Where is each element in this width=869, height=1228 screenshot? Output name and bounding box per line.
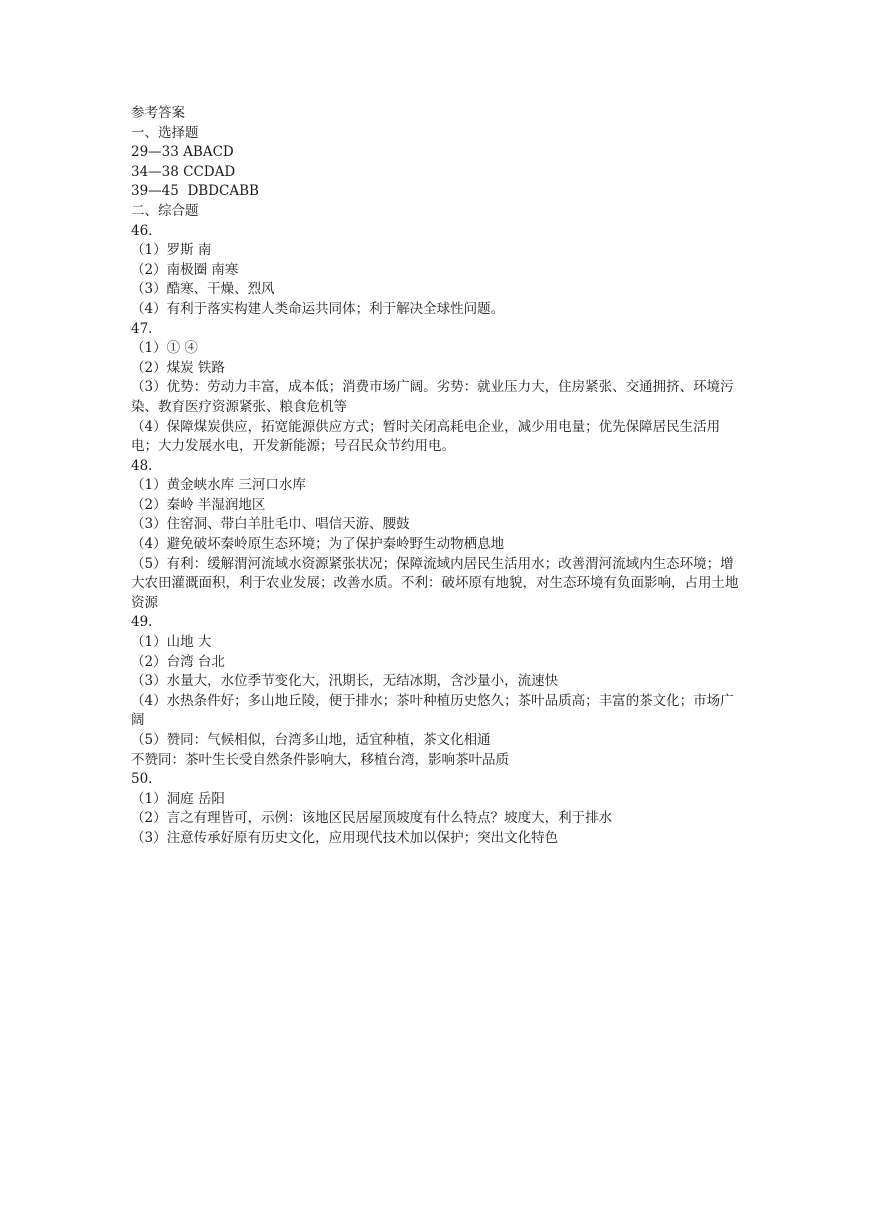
answer-line: （1）山地 大 — [131, 634, 212, 651]
answer-line: 不赞同：茶叶生长受自然条件影响大，移植台湾，影响茶叶品质 — [131, 751, 509, 768]
section-heading-comprehensive: 二、综合题 — [131, 202, 199, 219]
choice-answer-line: 29—33 ABACD — [131, 144, 234, 161]
question-number-50: 50. — [131, 771, 153, 788]
answer-paragraph: （3）优势：劳动力丰富，成本低；消费市场广阔。劣势：就业压力大，住房紧张、交通拥挤、环境污染、教育医疗资源紧张、粮食危机等 — [131, 379, 734, 415]
answer-line: （3）水量大，水位季节变化大，汛期长，无结冰期，含沙量小，流速快 — [131, 673, 559, 690]
question-number-49: 49. — [131, 614, 153, 631]
answer-line: （1）① ④ — [131, 340, 198, 357]
answer-line: （2）煤炭 铁路 — [131, 359, 225, 376]
answer-line: （2）言之有理皆可，示例：该地区民居屋顶坡度有什么特点？坡度大，利于排水 — [131, 810, 613, 827]
section-heading-choice: 一、选择题 — [131, 124, 199, 141]
answer-key-document — [131, 104, 741, 849]
answer-line: （2）台湾 台北 — [131, 653, 225, 670]
choice-answer-line: 39—45 DBDCABB — [131, 183, 259, 200]
answer-line: （3）酷寒、干燥、烈风 — [131, 281, 275, 298]
answer-line: （1）罗斯 南 — [131, 242, 212, 259]
question-number-47: 47. — [131, 320, 153, 337]
answer-paragraph: （4）保障煤炭供应，拓宽能源供应方式；暂时关闭高耗电企业，减少用电量；优先保障居民生活用电；大力发展水电，开发新能源；号召民众节约用电。 — [131, 418, 721, 455]
answer-line: （1）洞庭 岳阳 — [131, 790, 225, 807]
answer-line: （5）赞同：气候相似，台湾多山地，适宜种植，茶文化相通 — [131, 732, 491, 748]
answer-line: （3）注意传承好原有历史文化，应用现代技术加以保护；突出文化特色 — [131, 829, 559, 846]
answer-line: （4）避免破坏秦岭原生态环境；为了保护秦岭野生动物栖息地 — [131, 536, 505, 553]
question-number-46: 46. — [131, 222, 153, 239]
answer-line: （1）黄金峡水库 三河口水库 — [131, 477, 306, 494]
document-title: 参考答案 — [131, 105, 185, 121]
answer-line: （2）秦岭 半湿润地区 — [131, 496, 266, 513]
answer-line: （2）南极圈 南寒 — [131, 261, 239, 278]
answer-paragraph: （4）水热条件好；多山地丘陵，便于排水；茶叶种植历史悠久；茶叶品质高；丰富的茶文化；市场广阔 — [131, 692, 734, 729]
answer-paragraph: （5）有利：缓解渭河流域水资源紧张状况；保障流域内居民生活用水；改善渭河流域内生态环境；增大农田灌溉面积，利于农业发展；改善水质。不利：破坏原有地貌，对生态环境有负面影响，占用土地资源 — [131, 555, 739, 611]
answer-line: （4）有利于落实构建人类命运共同体；利于解决全球性问题。 — [131, 300, 505, 317]
choice-answer-line: 34—38 CCDAD — [131, 163, 236, 180]
question-number-48: 48. — [131, 457, 153, 474]
answer-line: （3）住窑洞、带白羊肚毛巾、唱信天游、腰鼓 — [131, 516, 410, 533]
